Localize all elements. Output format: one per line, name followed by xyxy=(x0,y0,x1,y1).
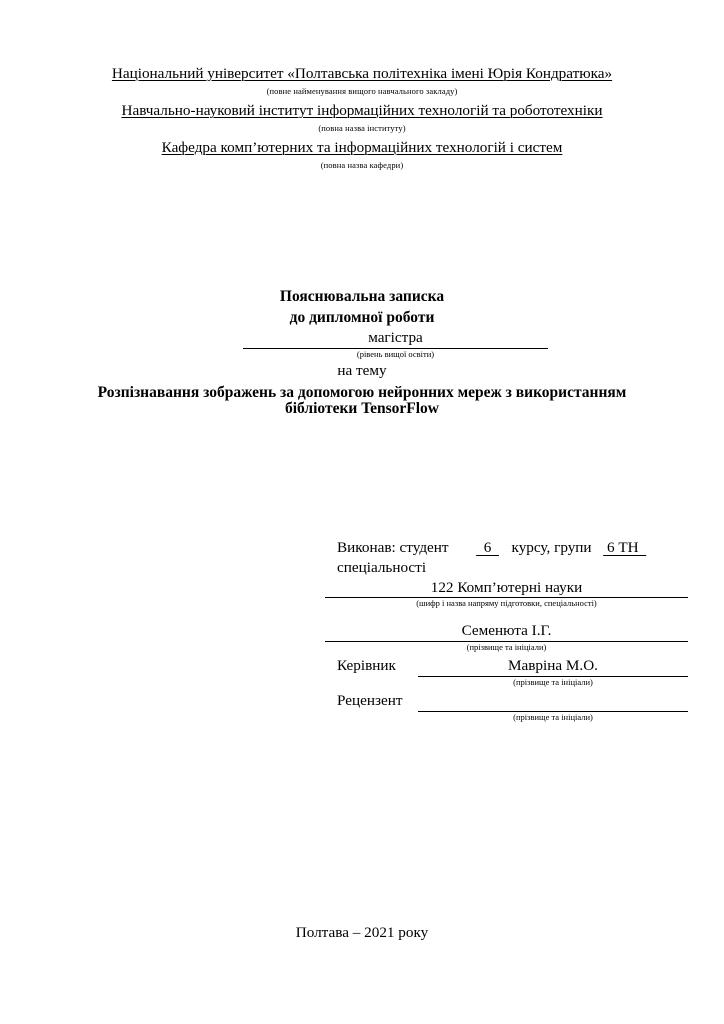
department-line xyxy=(0,138,724,157)
reviewer-caption: (прізвище та ініціали) xyxy=(513,712,593,722)
explanatory-note-line-1: Пояснювальна записка xyxy=(279,288,445,305)
speciality-value[interactable]: 122 Комп’ютерні науки xyxy=(430,579,583,596)
topic-line-2: бібліотеки TensorFlow xyxy=(285,400,439,417)
reviewer-label: Рецензент xyxy=(337,692,403,709)
institute-caption: (повна назва інституту) xyxy=(318,123,406,133)
supervisor-name[interactable]: Мавріна М.О. xyxy=(508,657,598,674)
student-name[interactable]: Семенюта І.Г. xyxy=(461,622,552,639)
degree-value: магістра xyxy=(368,329,423,346)
university-caption: (повне найменування вищого навчального закладу) xyxy=(266,86,458,96)
speciality-label: спеціальності xyxy=(337,559,427,576)
performer-row xyxy=(337,538,646,558)
department-caption: (повна назва кафедри) xyxy=(320,160,404,170)
speciality-caption: (шифр і назва напряму підготовки, спеціальності) xyxy=(416,598,597,608)
on-topic-label: на тему xyxy=(337,362,387,379)
supervisor-caption: (прізвище та ініціали) xyxy=(513,677,593,687)
university-line xyxy=(0,64,724,83)
performer-label: Виконав: студент xyxy=(337,539,449,556)
group-value[interactable]: 6 ТН xyxy=(606,539,639,556)
course-label: курсу, групи xyxy=(511,539,592,556)
course-value[interactable]: 6 xyxy=(483,539,492,556)
explanatory-note-line-2: до дипломної роботи xyxy=(289,309,435,326)
degree-caption: (рівень вищої освіти) xyxy=(356,349,435,359)
institute-name: Навчально-науковий інститут інформаційних технологій та робототехніки xyxy=(121,102,603,119)
supervisor-label: Керівник xyxy=(337,657,396,674)
footer-city-year: Полтава – 2021 року xyxy=(295,924,429,941)
department-name: Кафедра комп’ютерних та інформаційних технологій і систем xyxy=(161,139,563,156)
topic-line-1: Розпізнавання зображень за допомогою нейронних мереж з використанням xyxy=(97,384,627,401)
student-name-caption: (прізвище та ініціали) xyxy=(466,642,547,652)
institute-line xyxy=(0,101,724,120)
university-name: Національний університет «Полтавська політехніка імені Юрія Кондратюка» xyxy=(111,65,613,82)
